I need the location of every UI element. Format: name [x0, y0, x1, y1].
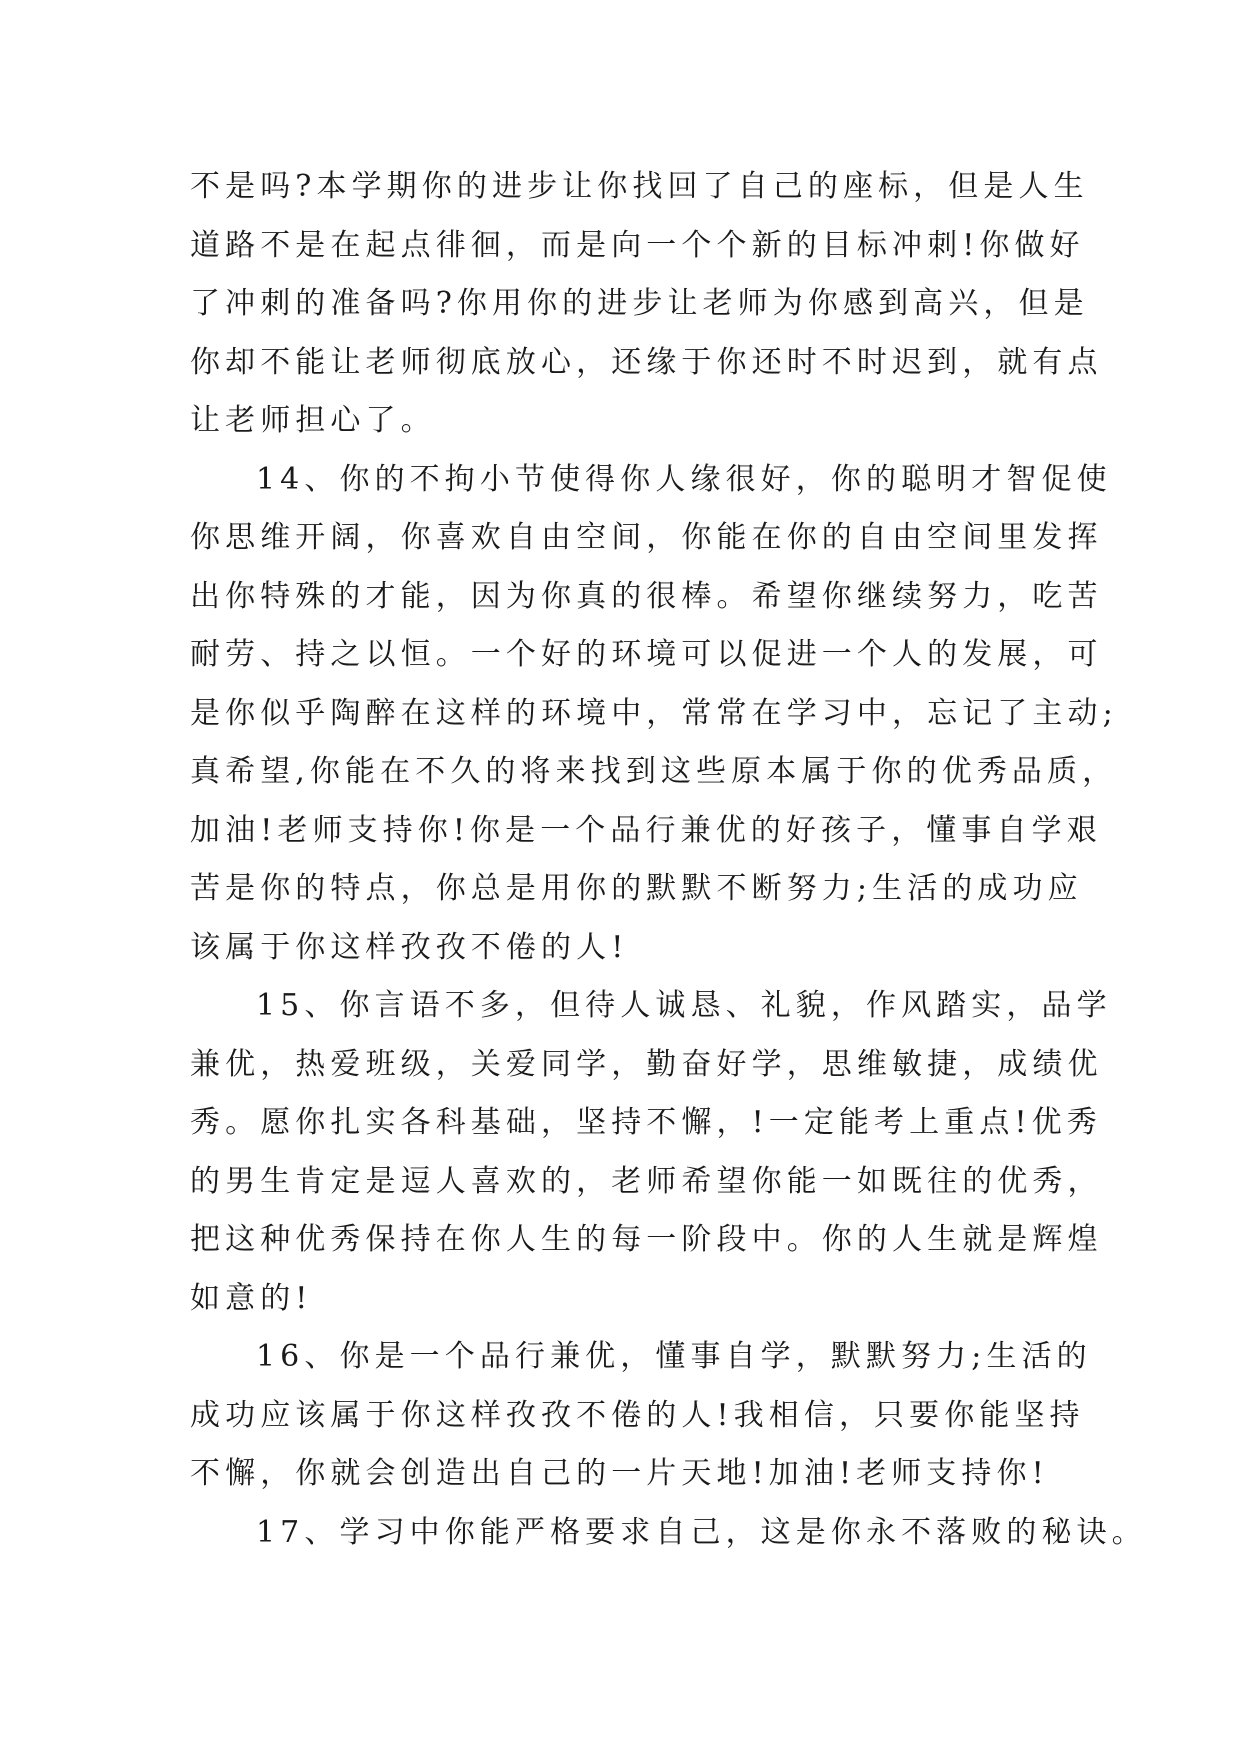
text-line: 耐劳、持之以恒。一个好的环境可以促进一个人的发展，可 — [190, 637, 1103, 672]
text-line: 加油!老师支持你!你是一个品行兼优的好孩子，懂事自学艰 — [190, 812, 1102, 848]
text-line: 把这种优秀保持在你人生的每一阶段中。你的人生就是辉煌 — [190, 1222, 1103, 1257]
text-line: 不是吗?本学期你的进步让你找回了自己的座标，但是人生 — [190, 169, 1089, 204]
text-line: 出你特殊的才能，因为你真的很棒。希望你继续努力，吃苦 — [190, 578, 1103, 614]
text-line: 苦是你的特点，你总是用你的默默不断努力;生活的成功应 — [190, 871, 1083, 906]
document-body — [190, 158, 1147, 1562]
text-line: 道路不是在起点徘徊，而是向一个个新的目标冲刺!你做好 — [190, 227, 1085, 263]
text-line: 你却不能让老师彻底放心，还缘于你还时不时迟到，就有点 — [190, 344, 1103, 380]
paragraph-start-15: 15、你言语不多，但待人诚恳、礼貌，作风踏实，品学 — [256, 988, 1112, 1023]
text-line: 该属于你这样孜孜不倦的人! — [190, 929, 629, 965]
paragraph-start-16: 16、你是一个品行兼优，懂事自学，默默努力;生活的 — [256, 1339, 1092, 1374]
text-line: 如意的! — [190, 1280, 313, 1316]
text-line: 的男生肯定是逗人喜欢的，老师希望你能一如既往的优秀， — [190, 1163, 1103, 1199]
text-line: 真希望,你能在不久的将来找到这些原本属于你的优秀品质， — [190, 754, 1118, 789]
text-line: 你思维开阔，你喜欢自由空间，你能在你的自由空间里发挥 — [190, 520, 1103, 555]
paragraph-start-17: 17、学习中你能严格要求自己，这是你永不落败的秘诀。 — [256, 1514, 1147, 1550]
text-line: 不懈，你就会创造出自己的一片天地!加油!老师支持你! — [190, 1456, 1049, 1491]
text-line: 了冲刺的准备吗?你用你的进步让老师为你感到高兴，但是 — [190, 286, 1089, 321]
text-line: 成功应该属于你这样孜孜不倦的人!我相信，只要你能坚持 — [190, 1397, 1085, 1433]
text-line: 秀。愿你扎实各科基础，坚持不懈，!一定能考上重点!优秀 — [190, 1105, 1102, 1140]
text-line: 是你似乎陶醉在这样的环境中，常常在学习中，忘记了主动; — [190, 695, 1118, 731]
text-line: 兼优，热爱班级，关爱同学，勤奋好学，思维敏捷，成绩优 — [190, 1046, 1103, 1082]
paragraph-start-14: 14、你的不拘小节使得你人缘很好，你的聪明才智促使 — [256, 461, 1112, 497]
text-line: 让老师担心了。 — [190, 403, 436, 438]
